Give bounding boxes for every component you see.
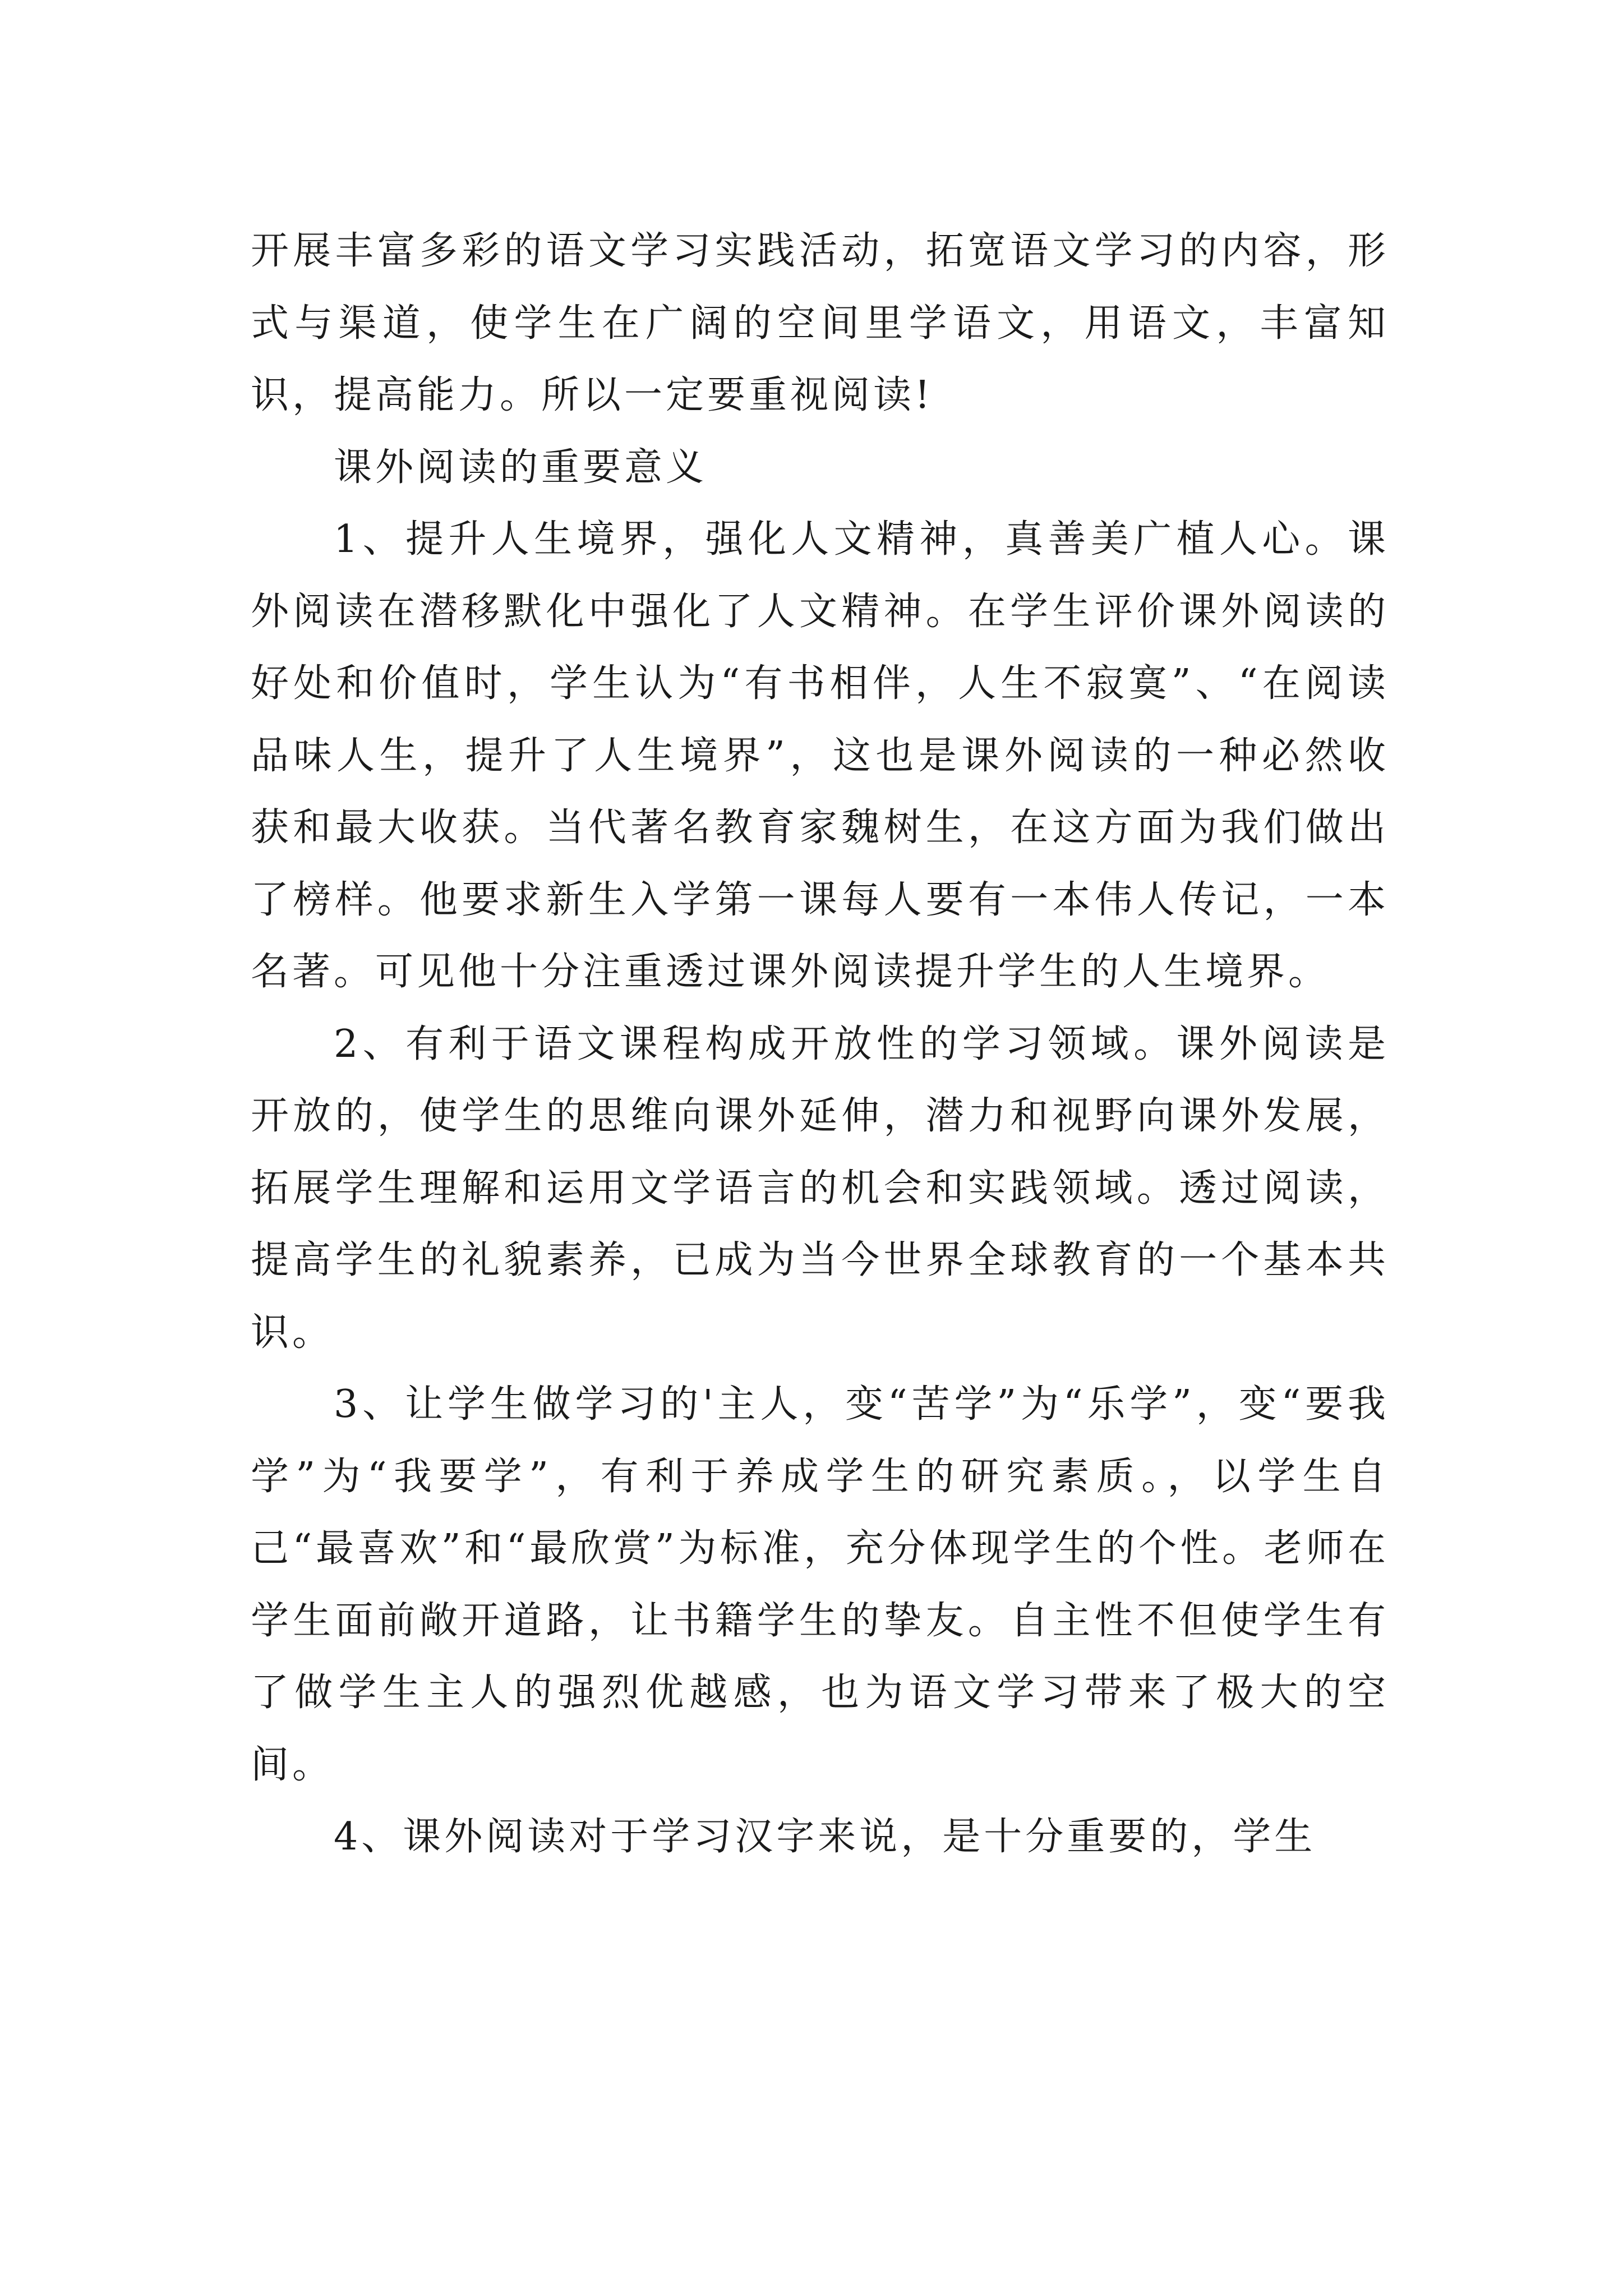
paragraph-point-2: 2、有利于语文课程构成开放性的学习领域。课外阅读是开放的，使学生的思维向课外延伸，潜力和视野向课外发展，拓展学生理解和运用文学语言的机会和实践领域。透过阅读，提高学生的礼貌素养，已成为当今世界全球教育的一个基本共识。 bbox=[251, 1022, 1389, 1355]
paragraph-point-3: 3、让学生做学习的'主人，变“苦学”为“乐学”，变“要我学”为“我要学”，有利于养成学生的研究素质。，以学生自己“最喜欢”和“最欣赏”为标准，充分体现学生的个性。老师在学生面前敞开道路，让书籍学生的挚友。自主性不但使学生有了做学生主人的强烈优越感，也为语文学习带来了极大的空间。 bbox=[251, 1382, 1389, 1787]
section-heading: 课外阅读的重要意义 bbox=[334, 445, 708, 490]
document-body bbox=[251, 215, 1389, 1874]
paragraph-point-1: 1、提升人生境界，强化人文精神，真善美广植人心。课外阅读在潜移默化中强化了人文精神。在学生评价课外阅读的好处和价值时，学生认为“有书相伴，人生不寂寞”、“在阅读品味人生，提升了人生境界”，这也是课外阅读的一种必然收获和最大收获。当代著名教育家魏树生，在这方面为我们做出了榜样。他要求新生入学第一课每人要有一本伟人传记，一本名著。可见他十分注重透过课外阅读提升学生的人生境界。 bbox=[251, 517, 1389, 994]
paragraph-intro: 开展丰富多彩的语文学习实践活动，拓宽语文学习的内容，形式与渠道，使学生在广阔的空间里学语文，用语文，丰富知识，提高能力。所以一定要重视阅读! bbox=[251, 229, 1389, 417]
paragraph-point-4: 4、课外阅读对于学习汉字来说，是十分重要的，学生 bbox=[334, 1815, 1316, 1859]
